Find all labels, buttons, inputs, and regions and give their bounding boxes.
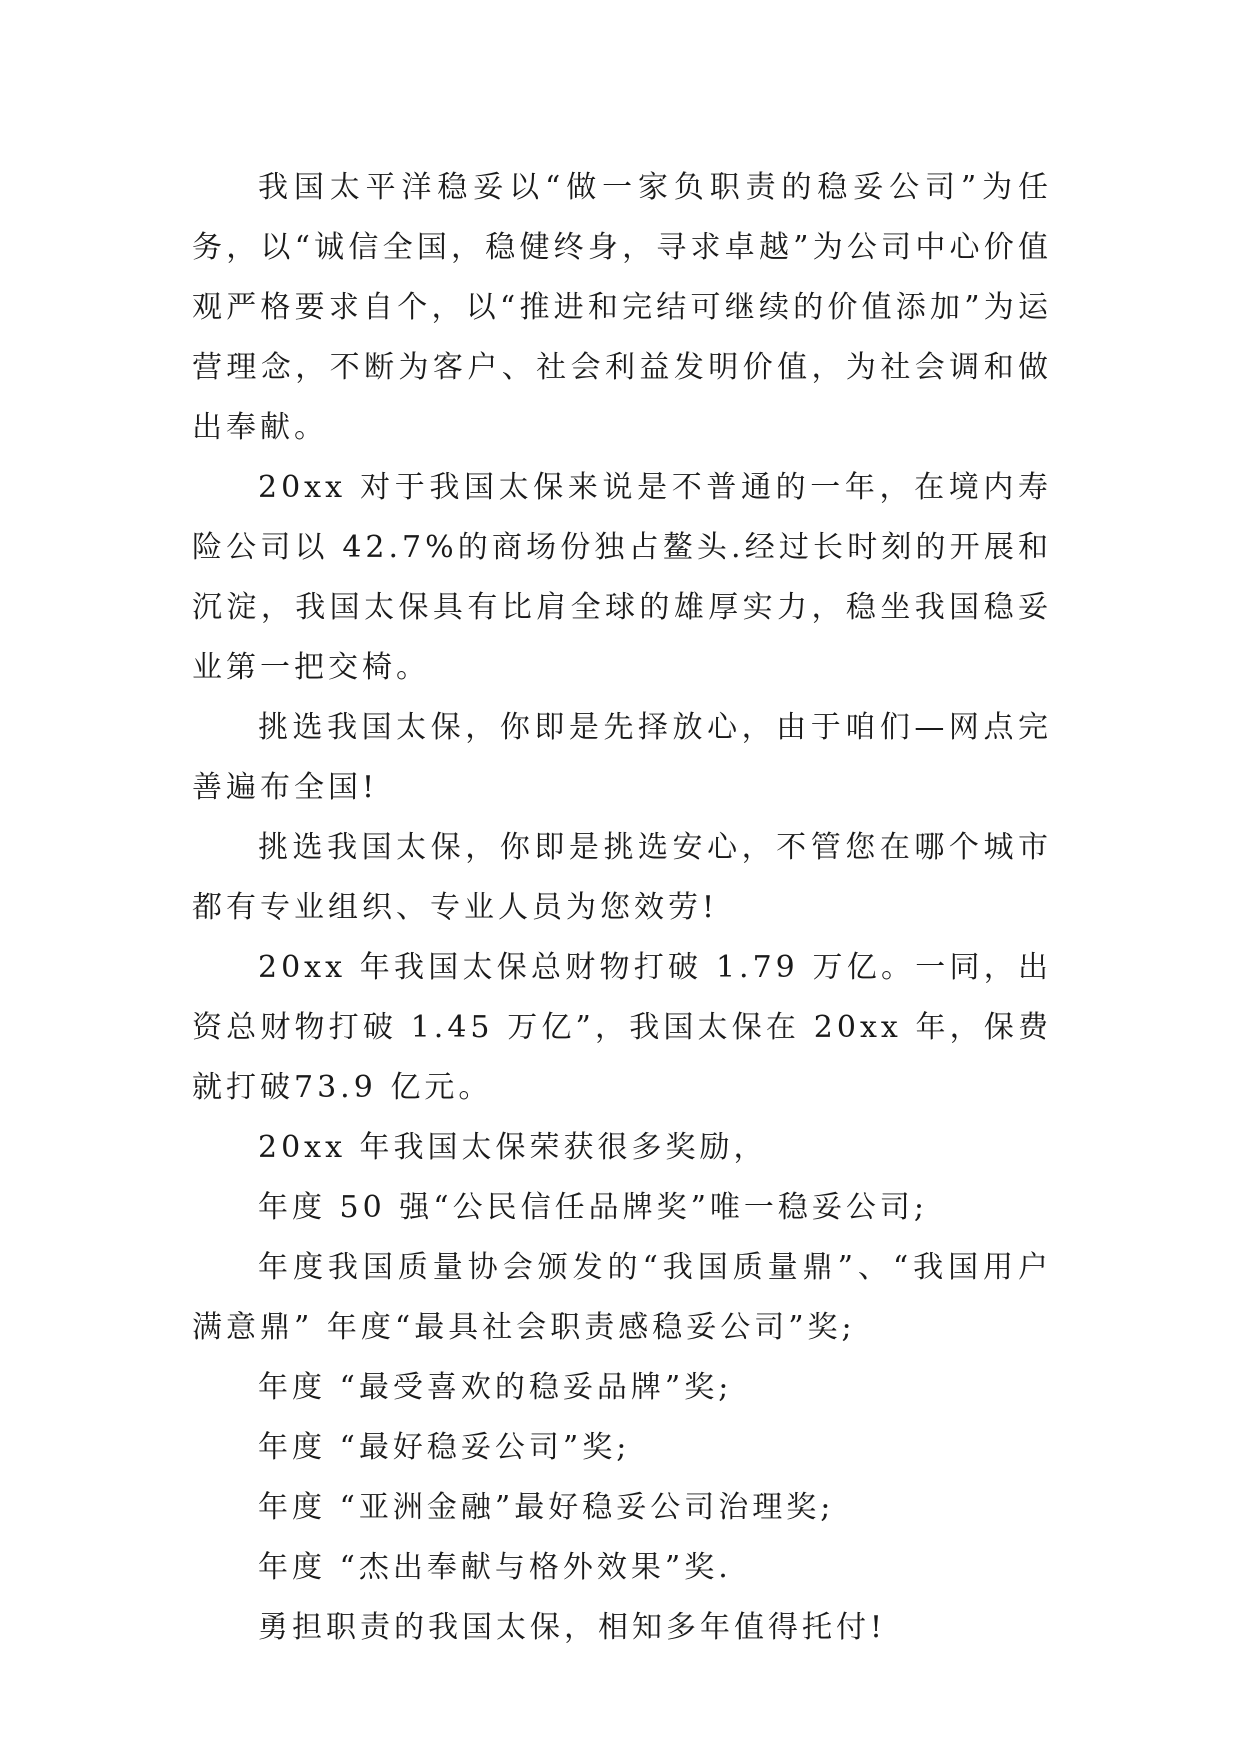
award-item: 年度 “亚洲金融”最好稳妥公司治理奖; xyxy=(258,1490,835,1525)
award-item: 年度 “最受喜欢的稳妥品牌”奖; xyxy=(258,1370,733,1405)
paragraph-closing: 勇担职责的我国太保，相知多年值得托付! xyxy=(258,1610,887,1645)
paragraph-market-share: 20xx 对于我国太保来说是不普通的一年，在境内寿险公司以 42.7%的商场份独占鳌头.经过长时刻的开展和沉淀，我国太保具有比肩全球的雄厚实力，稳坐我国稳妥业第一把交椅。 xyxy=(192,470,1052,685)
award-item: 年度我国质量协会颁发的“我国质量鼎”、“我国用户满意鼎” 年度“最具社会职责感稳妥公司”奖; xyxy=(192,1250,1052,1345)
paragraph-choose-peace-of-mind: 挑选我国太保，你即是挑选安心，不管您在哪个城市都有专业组织、专业人员为您效劳! xyxy=(192,830,1052,925)
paragraph-choose-reassurance: 挑选我国太保，你即是先择放心，由于咱们—网点完善遍布全国! xyxy=(192,710,1052,805)
paragraph-company-mission: 我国太平洋稳妥以“做一家负职责的稳妥公司”为任务，以“诚信全国，稳健终身，寻求卓越”为公司中心价值观严格要求自个，以“推进和完结可继续的价值添加”为运营理念，不断为客户、社会利益发明价值，为社会调和做出奉献。 xyxy=(192,170,1052,445)
paragraph-total-assets: 20xx 年我国太保总财物打破 1.79 万亿。一同，出资总财物打破 1.45 万亿”，我国太保在 20xx 年，保费就打破73.9 亿元。 xyxy=(192,950,1052,1105)
award-item: 年度 “杰出奉献与格外效果”奖. xyxy=(258,1550,732,1585)
award-item: 年度 “最好稳妥公司”奖; xyxy=(258,1430,631,1465)
paragraph-awards-intro: 20xx 年我国太保荣获很多奖励， xyxy=(258,1130,768,1165)
document-body xyxy=(192,158,1052,1658)
award-item: 年度 50 强“公民信任品牌奖”唯一稳妥公司; xyxy=(258,1190,929,1225)
